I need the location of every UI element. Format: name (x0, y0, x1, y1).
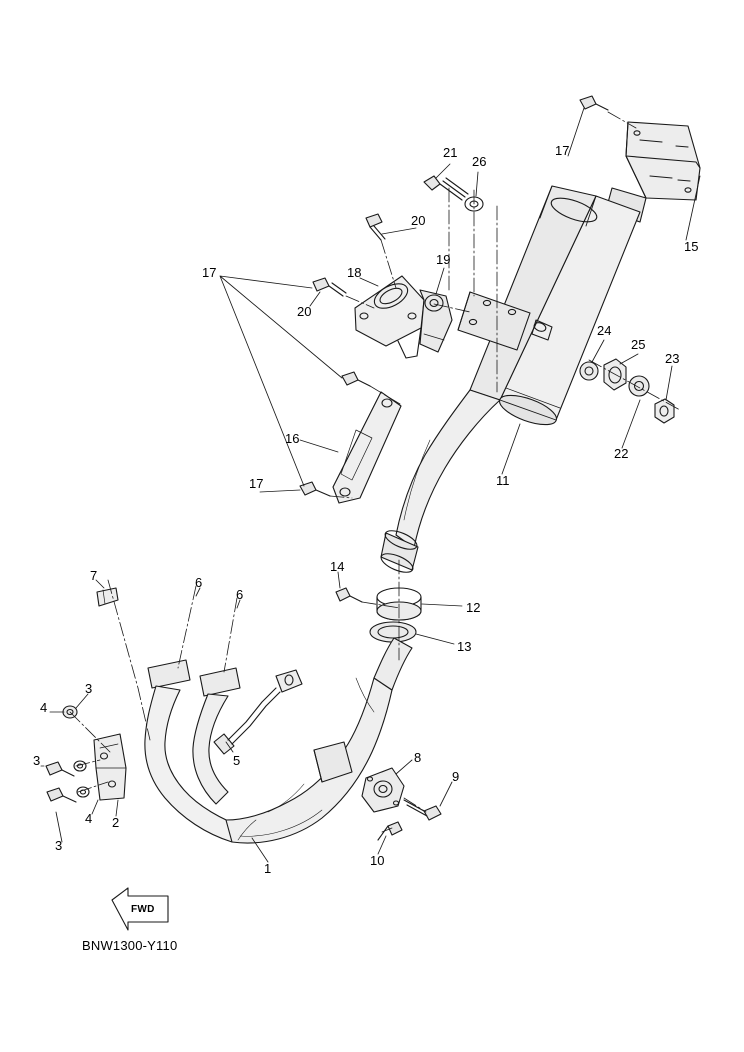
fwd-label: FWD (131, 904, 155, 915)
bolt-3-mid (46, 761, 86, 776)
bolt-21 (424, 176, 468, 200)
callout-17-b: 17 (202, 265, 217, 280)
callout-6-a: 6 (195, 575, 203, 590)
callout-7: 7 (90, 568, 98, 583)
callout-21: 21 (443, 145, 458, 160)
callout-19: 19 (436, 252, 451, 267)
callout-1: 1 (264, 861, 272, 876)
callout-14: 14 (330, 559, 345, 574)
callout-2: 2 (112, 815, 120, 830)
bracket-8 (362, 768, 404, 812)
bolt-17-lower (300, 482, 330, 496)
heat-shield-16 (333, 392, 401, 503)
callout-3-c: 3 (55, 838, 63, 853)
callout-16: 16 (285, 431, 300, 446)
gasket-rings (370, 588, 421, 642)
callout-15: 15 (684, 239, 699, 254)
bolt-3-lower (47, 787, 89, 802)
callout-12: 12 (466, 600, 481, 615)
callout-20-b: 20 (297, 304, 312, 319)
callout-17-a: 17 (555, 143, 570, 158)
bracket-2 (94, 734, 126, 800)
callout-20-a: 20 (411, 213, 426, 228)
callout-9: 9 (452, 769, 460, 784)
callout-13: 13 (457, 639, 472, 654)
bolt-20-upper (366, 214, 385, 240)
callout-25: 25 (631, 337, 646, 352)
callout-17-c: 17 (249, 476, 264, 491)
callout-24: 24 (597, 323, 612, 338)
bolt-17-mid (342, 372, 370, 386)
muffler-body (458, 122, 700, 431)
header-pipes (145, 638, 412, 843)
bolt-14 (336, 588, 362, 602)
bolt-10 (378, 822, 402, 840)
callout-4-b: 4 (85, 811, 93, 826)
callout-26: 26 (472, 154, 487, 169)
callout-11: 11 (496, 473, 510, 488)
callout-8: 8 (414, 750, 422, 765)
callout-18: 18 (347, 265, 362, 280)
callout-3-b: 3 (33, 753, 41, 768)
callout-23: 23 (665, 351, 680, 366)
callout-10: 10 (370, 853, 385, 868)
callout-5: 5 (233, 753, 241, 768)
callout-6-b: 6 (236, 587, 244, 602)
part-code-label: BNW1300-Y110 (82, 938, 178, 953)
exhaust-mid-pipe (379, 390, 500, 576)
callout-4-a: 4 (40, 700, 48, 715)
callout-22: 22 (614, 446, 629, 461)
callout-3-a: 3 (85, 681, 93, 696)
collar-stack (580, 359, 674, 423)
bolt-20-lower (313, 278, 346, 296)
